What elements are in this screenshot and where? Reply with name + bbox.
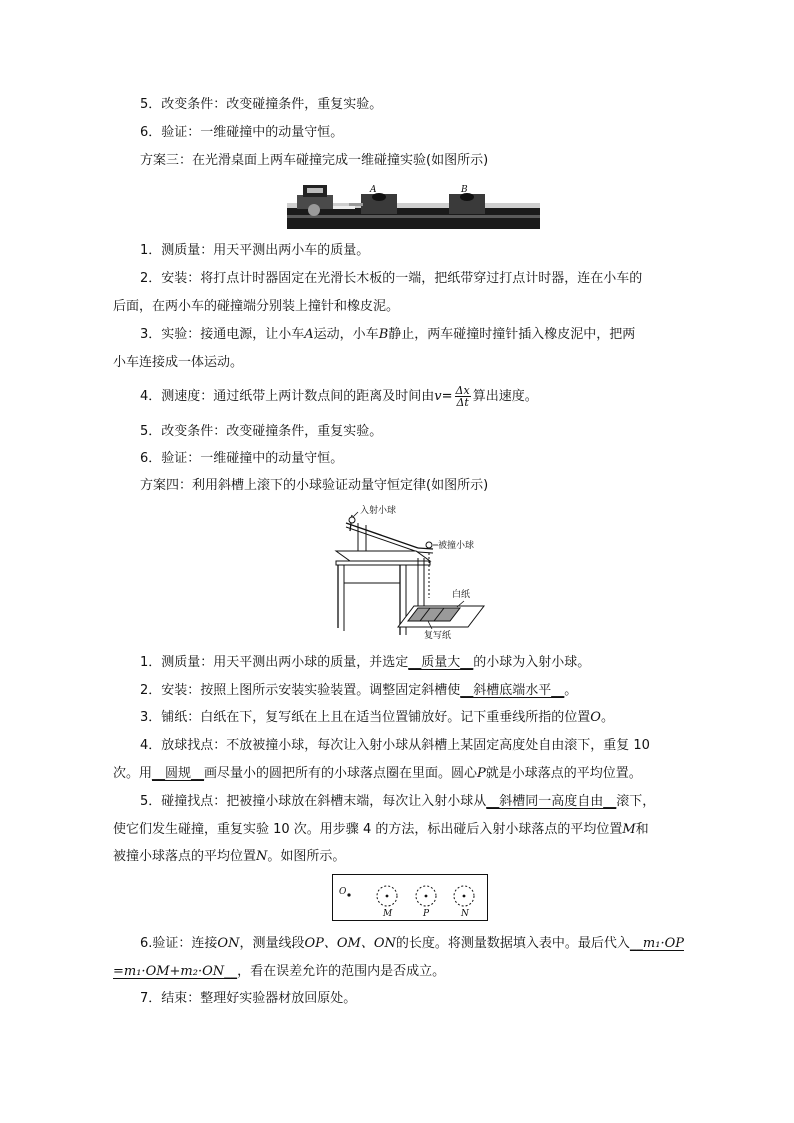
cart-collision-figure [287, 182, 540, 230]
white-paper-label: 白纸 [452, 590, 471, 600]
fraction-numerator: Δx [455, 384, 470, 397]
m3-step-6: 6．验证：一维碰撞中的动量守恒。 [140, 451, 344, 466]
cart-b-label: B [461, 185, 468, 195]
m4-step-3 [140, 709, 614, 727]
m3-step-5: 5．改变条件：改变碰撞条件，重复实验。 [140, 424, 383, 439]
m4-step-5c [113, 848, 345, 866]
answer-blank-heavier: __质量大__ [408, 655, 474, 670]
answer-blank-compass: __圆规__ [152, 766, 205, 781]
method-4-title: 方案四：利用斜槽上滚下的小球验证动量守恒定律(如图所示) [140, 478, 489, 493]
m4-step-1 [140, 654, 590, 672]
method-3-title: 方案三：在光滑桌面上两车碰撞完成一维碰撞实验(如图所示) [140, 153, 489, 168]
m4-step-2 [140, 682, 577, 700]
label-n: N [461, 909, 469, 919]
m4-step-4b [113, 765, 642, 783]
m4-step-6b [113, 963, 445, 981]
target-ball-icon [426, 542, 432, 548]
m3-step-3a [140, 326, 635, 344]
velocity-symbol: v [434, 389, 442, 404]
m3-step-3b: 小车连接成一体运动。 [113, 355, 244, 370]
point-p-symbol: P [477, 766, 486, 781]
m4-step-2-part1: 2．安装：按照上图所示安装实验装置。调整固定斜槽使 [140, 683, 461, 698]
label-m: M [383, 909, 393, 919]
m4-step-1-part1: 1．测质量：用天平测出两小球的质量，并选定 [140, 655, 409, 670]
answer-blank-formula-part1: __m₁·OP [629, 936, 684, 951]
m4-step-4b-part1: 次。用 [113, 766, 153, 781]
target-ball-label: 被撞小球 [438, 541, 475, 551]
m4-step-6a [140, 935, 684, 953]
point-n-symbol: N [256, 849, 268, 864]
m4-step-6a-part3: 的长度。将测量数据填入表中。最后代入 [395, 936, 630, 951]
m4-step-5b [113, 821, 649, 839]
cart-b-var: B [378, 327, 389, 342]
m3-step-4-part2: 算出速度。 [472, 389, 538, 404]
m4-step-4b-part2: 画尽量小的圆把所有的小球落点圈在里面。圆心 [204, 766, 478, 781]
step-6-verify: 6．验证：一维碰撞中的动量守恒。 [140, 125, 344, 140]
m3-step-4 [140, 385, 538, 408]
m3-step-1: 1．测质量：用天平测出两小车的质量。 [140, 243, 370, 258]
m3-step-3-part3: 静止，两车碰撞时撞针插入橡皮泥中，把两 [388, 327, 636, 342]
m3-step-2b: 后面，在两小车的碰撞端分别装上撞针和橡皮泥。 [113, 299, 400, 314]
point-o-symbol: O [590, 710, 601, 725]
segment-on: ON [217, 936, 240, 951]
m4-step-5c-part1: 被撞小球落点的平均位置 [113, 849, 257, 864]
m4-step-6a-part1: 6.验证：连接 [140, 936, 218, 951]
m4-step-7: 7．结束：整理好实验器材放回原处。 [140, 991, 357, 1006]
label-o: O [339, 887, 347, 897]
m4-step-3-part2: 。 [600, 710, 614, 725]
m4-step-6a-part2: ，测量线段 [239, 936, 305, 951]
cart-b-icon [449, 193, 485, 214]
m4-step-5b-part2: 和 [635, 822, 649, 837]
equals-sign: = [441, 389, 453, 404]
m4-step-5c-part2: 。如图所示。 [267, 849, 346, 864]
incident-ball-label: 入射小球 [360, 506, 397, 516]
m4-step-3-part1: 3．铺纸：白纸在下，复写纸在上且在适当位置铺放好。记下重垂线所指的位置 [140, 710, 591, 725]
m4-step-5a-part1: 5．碰撞找点：把被撞小球放在斜槽末端，每次让入射小球从 [140, 794, 487, 809]
label-p: P [423, 909, 430, 919]
step-5-change-conditions: 5．改变条件：改变碰撞条件，重复实验。 [140, 97, 383, 112]
incident-ball-icon [349, 517, 355, 523]
m3-step-4-part1: 4．测速度：通过纸带上两计数点间的距离及时间由 [140, 389, 435, 404]
m4-step-4a: 4．放球找点：不放被撞小球，每次让入射小球从斜槽上某固定高度处自由滚下，重复 10 [140, 738, 650, 753]
point-o-dot [347, 893, 350, 896]
point-m-symbol: M [622, 822, 636, 837]
answer-blank-horizontal: __斜槽底端水平__ [460, 683, 565, 698]
segments-list: OP、OM、ON [304, 936, 396, 951]
m4-step-1-part2: 的小球为入射小球。 [473, 655, 591, 670]
m4-step-5a [140, 793, 655, 811]
answer-blank-same-height: __斜槽同一高度自由__ [486, 794, 617, 809]
cart-a-var: A [304, 327, 314, 342]
m3-step-3-part2: 运动，小车 [313, 327, 379, 342]
m4-step-6b-part1: ，看在误差允许的范围内是否成立。 [237, 964, 446, 979]
answer-blank-formula-part2: =m₁·OM+m₂·ON__ [113, 964, 238, 979]
m4-step-5b-part1: 使它们发生碰撞，重复实验 10 次。用步骤 4 的方法，标出碰后入射小球落点的平均位置 [113, 822, 623, 837]
inclined-chute-figure [332, 503, 492, 641]
m3-step-3-part1: 3．实验：接通电源，让小车 [140, 327, 305, 342]
m4-step-2-part2: 。 [564, 683, 578, 698]
m3-step-2a: 2．安装：将打点计时器固定在光滑长木板的一端，把纸带穿过打点计时器，连在小车的 [140, 271, 643, 286]
m4-step-4b-part3: 就是小球落点的平均位置。 [485, 766, 642, 781]
cart-a-label: A [370, 185, 377, 195]
m4-step-5a-part2: 滚下， [616, 794, 656, 809]
landing-points-figure [332, 874, 488, 921]
velocity-fraction [455, 385, 471, 408]
fraction-denominator: Δt [456, 396, 469, 409]
carbon-paper-label: 复写纸 [424, 631, 452, 641]
